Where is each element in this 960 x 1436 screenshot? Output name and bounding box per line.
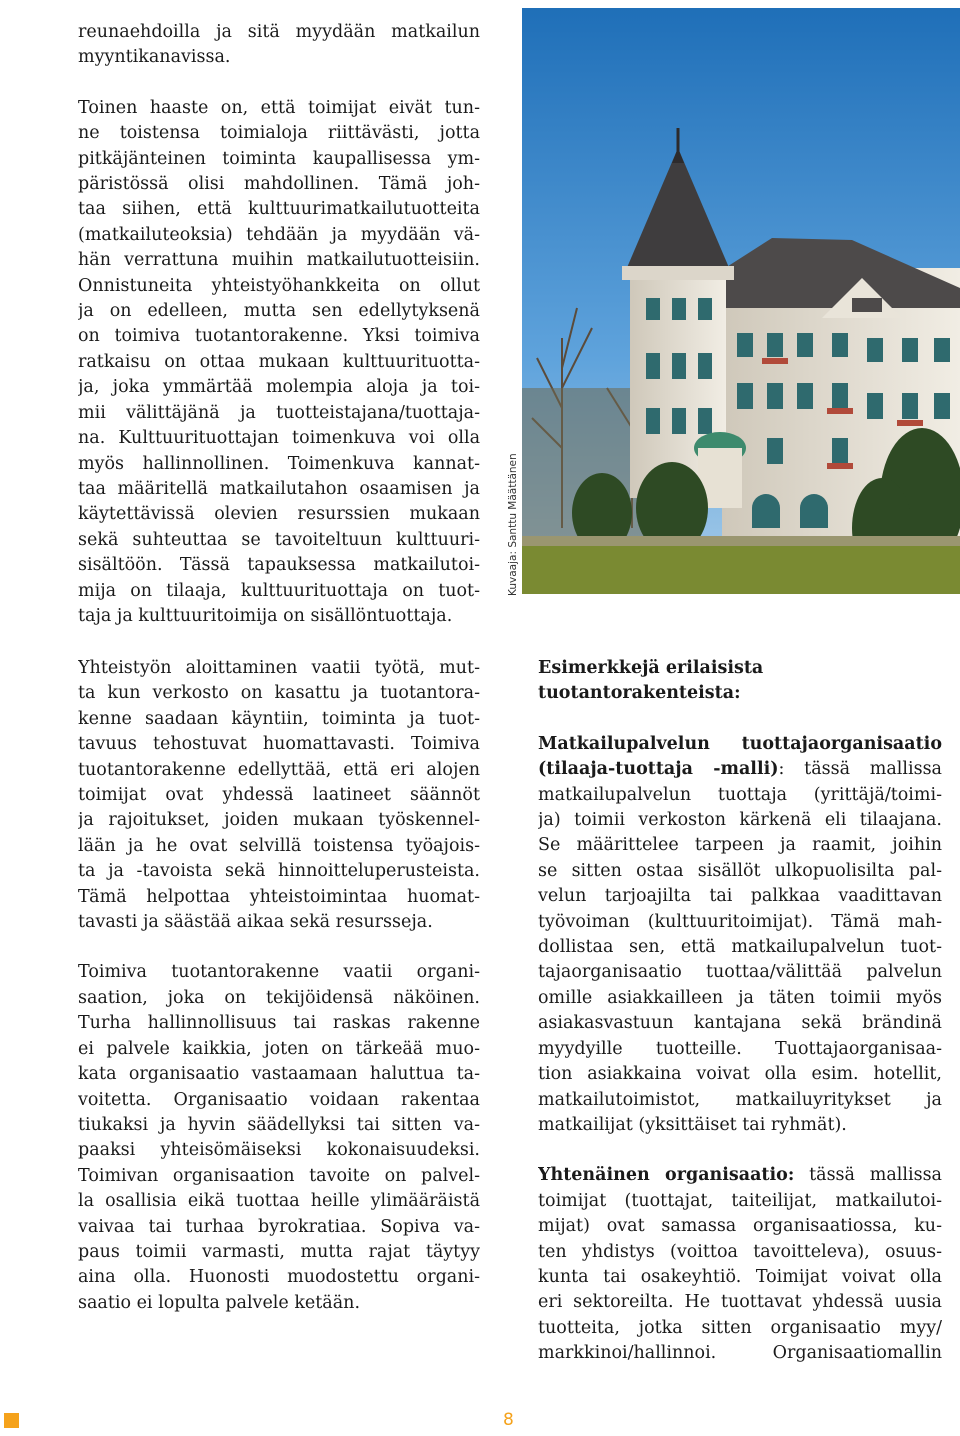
text-line: ja on edelleen, mutta sen edellytyksenä: [78, 301, 480, 322]
text-line: aina olla. Huonosti muodostettu organi-: [78, 1267, 480, 1288]
text-line: saation, joka on tekijöidensä näköinen.: [78, 987, 480, 1008]
left-column-top: [78, 20, 480, 629]
text-line: ja rajoitukset, joiden mukaan työskennel-: [78, 810, 480, 831]
castle-photo: [522, 8, 960, 594]
text-line: matkailutoimistot, matkailuyritykset ja: [538, 1089, 942, 1110]
text-line: lään ja he ovat selvillä toistensa työajois-: [78, 835, 480, 856]
left-column-bottom: [78, 656, 480, 1316]
text-line: la osallisia eikä tuottaa heille ylimääräistä: [78, 1191, 480, 1212]
text-line: myös hallinnollinen. Toimenkuva kannat-: [78, 453, 480, 474]
text-line: se sitten ostaa sisällöt ulkopuolisilta pal-: [538, 860, 942, 881]
text-line: sisältöön. Tässä tapauksessa matkailutoi-: [78, 555, 480, 576]
text-line: ne toistensa toimialoja riittävästi, jotta: [78, 123, 480, 144]
text-line: kunta tai osakeyhtiö. Toimijat voivat olla: [538, 1266, 942, 1287]
example-yhtenainen: [538, 1163, 942, 1366]
text-line: Onnistuneita yhteistyöhankkeita on ollut: [78, 275, 480, 296]
text-line: tuotteita, jotka sitten organisaatio myy/: [538, 1317, 942, 1338]
example-subtitle: (tilaaja-tuottaja -malli): [538, 759, 779, 780]
photo-credit: Kuvaaja: Santtu Määttänen: [507, 453, 519, 596]
text-line: tavuus tehostuvat huomattavasti. Toimiva: [78, 734, 480, 755]
text-line: dollistaa sen, että matkailupalvelun tuot-: [538, 937, 942, 958]
heading-line: Esimerkkejä erilaisista: [538, 658, 764, 678]
example-title: Matkailupalvelun tuottajaorganisaatio: [538, 733, 942, 754]
text-line: pitkäjänteinen toiminta kaupallisessa ym-: [78, 148, 480, 169]
text-line: hän verrattuna muihin matkailutuotteisiin.: [78, 250, 480, 271]
heading-line: tuotantorakenteista:: [538, 683, 741, 704]
text-line: sekä suhteuttaa se tavoiteltuun kulttuuri-: [78, 529, 480, 550]
text-line: myyntikanavissa.: [78, 47, 231, 68]
text-line: tion asiakkaina voivat olla esim. hotellit,: [538, 1064, 942, 1085]
text-line: Tämä helpottaa yhteistoimintaa huomat-: [78, 886, 480, 907]
text-line: mija on tilaaja, kulttuurituottaja on tuot-: [78, 580, 480, 601]
text-line: on toimiva tuotantorakenne. Yksi toimiva: [78, 326, 480, 347]
text-line: ten yhdistys (voittoa tavoitteleva), osuus-: [538, 1241, 942, 1262]
text-line: kenne saadaan käyntiin, toiminta ja tuot-: [78, 708, 480, 729]
text-line: toimijat (tuottajat, taiteilijat, matkailutoi-: [538, 1190, 942, 1211]
text-line: saatio ei lopulta palvele ketään.: [78, 1292, 361, 1313]
example-title: Yhtenäinen organisaatio:: [538, 1165, 795, 1186]
text-line: matkailupalvelun tuottaja (yrittäjä/toimi-: [538, 784, 942, 805]
text-line: ja, joka ymmärtää molempia aloja ja toi-: [78, 377, 480, 398]
text-line: työvoiman (kulttuuritoimijat). Tämä mah-: [538, 911, 942, 932]
text-line: eri sektoreilta. He tuottavat yhdessä uusia: [538, 1292, 942, 1313]
text-line: ei palvele kaikkia, joten on tärkeää muo-: [78, 1038, 480, 1059]
text-line: voitetta. Organisaatio voidaan rakentaa: [78, 1089, 480, 1110]
text-line: ta ja -tavoista sekä hinnoitteluperusteista.: [78, 861, 480, 882]
text-line: tiukaksi ja hyvin säädellyksi tai sitten va-: [78, 1114, 480, 1135]
text-line: paaksi yhteisömäiseksi kokonaisuudeksi.: [78, 1140, 480, 1161]
text-line: na. Kulttuurituottajan toimenkuva voi olla: [78, 428, 480, 449]
footer-accent-square: [4, 1413, 19, 1428]
text-fragment: tässä mallissa: [794, 1165, 942, 1186]
text-line: taa määritellä matkailutahon osaamisen ja: [78, 478, 480, 499]
text-line: tajaorganisaatio tuottaa/välittää palvelun: [538, 962, 942, 983]
text-line: taja ja kulttuuritoimija on sisällöntuottaja.: [78, 605, 453, 626]
text-line: markkinoi/hallinnoi. Organisaatiomallin: [538, 1343, 942, 1364]
text-line: Turha hallinnollisuus tai raskas rakenne: [78, 1013, 480, 1034]
text-line: päristössä olisi mahdollinen. Tämä joh-: [78, 174, 480, 195]
paragraph-second-challenge: [78, 96, 480, 630]
text-fragment: : tässä mallissa: [778, 759, 942, 780]
text-line: matkailijat (yksittäiset tai ryhmät).: [538, 1114, 847, 1135]
text-line: mijat) ovat samassa organisaatiossa, ku-: [538, 1216, 942, 1237]
paragraph-intro-end: [78, 20, 480, 71]
text-line: mii välittäjänä ja tuotteistajana/tuottaja-: [78, 402, 480, 423]
text-line: Yhteistyön aloittaminen vaatii työtä, mut-: [78, 658, 480, 678]
example-tilaaja-tuottaja: [538, 732, 942, 1139]
text-line: (matkailuteoksia) tehdään ja myydään vä-: [78, 224, 480, 245]
text-line: Toinen haaste on, että toimijat eivät tun-: [78, 97, 480, 118]
page-number: 8: [503, 1410, 514, 1430]
text-line: [538, 1163, 942, 1188]
text-line: Toimiva tuotantorakenne vaatii organi-: [78, 962, 480, 983]
text-line: reunaehdoilla ja sitä myydään matkailun: [78, 22, 480, 42]
paragraph-cooperation: [78, 656, 480, 935]
text-line: taa siihen, että kulttuurimatkailutuotteita: [78, 199, 480, 220]
text-line: kata organisaatio vastaamaan haluttua ta-: [78, 1064, 480, 1085]
examples-heading: [538, 656, 942, 707]
text-line: Se määrittelee tarpeen ja raamit, joihin: [538, 835, 942, 856]
text-line: vaivaa tai turhaa byrokratiaa. Sopiva va-: [78, 1216, 480, 1237]
text-line: velun tarjoajilta tai palkkaa vaadittavan: [538, 886, 942, 907]
text-line: Toimivan organisaation tavoite on palvel-: [78, 1165, 480, 1186]
text-line: [538, 757, 942, 782]
text-line: ja) toimii verkoston kärkenä eli tilaajana.: [538, 810, 942, 831]
paragraph-organisation: [78, 960, 480, 1316]
text-line: toimijat ovat yhdessä laatineet säännöt: [78, 785, 480, 806]
text-line: tavasti ja säästää aikaa sekä resursseja.: [78, 912, 433, 933]
text-line: käytettävissä olevien resurssien mukaan: [78, 504, 480, 525]
text-line: omille asiakkailleen ja täten toimii myös: [538, 987, 942, 1008]
text-line: paus toimii varmasti, mutta rajat täytyy: [78, 1241, 480, 1262]
text-line: ta kun verkosto on kasattu ja tuotantora-: [78, 683, 480, 704]
text-line: asiakasvastuun kantajana sekä brändinä: [538, 1013, 942, 1034]
text-line: myydyille tuotteille. Tuottajaorganisaa-: [538, 1038, 942, 1059]
right-column: [538, 656, 942, 1367]
text-line: tuotantorakenne edellyttää, että eri alojen: [78, 759, 480, 780]
text-line: ratkaisu on ottaa mukaan kulttuurituotta-: [78, 351, 480, 372]
